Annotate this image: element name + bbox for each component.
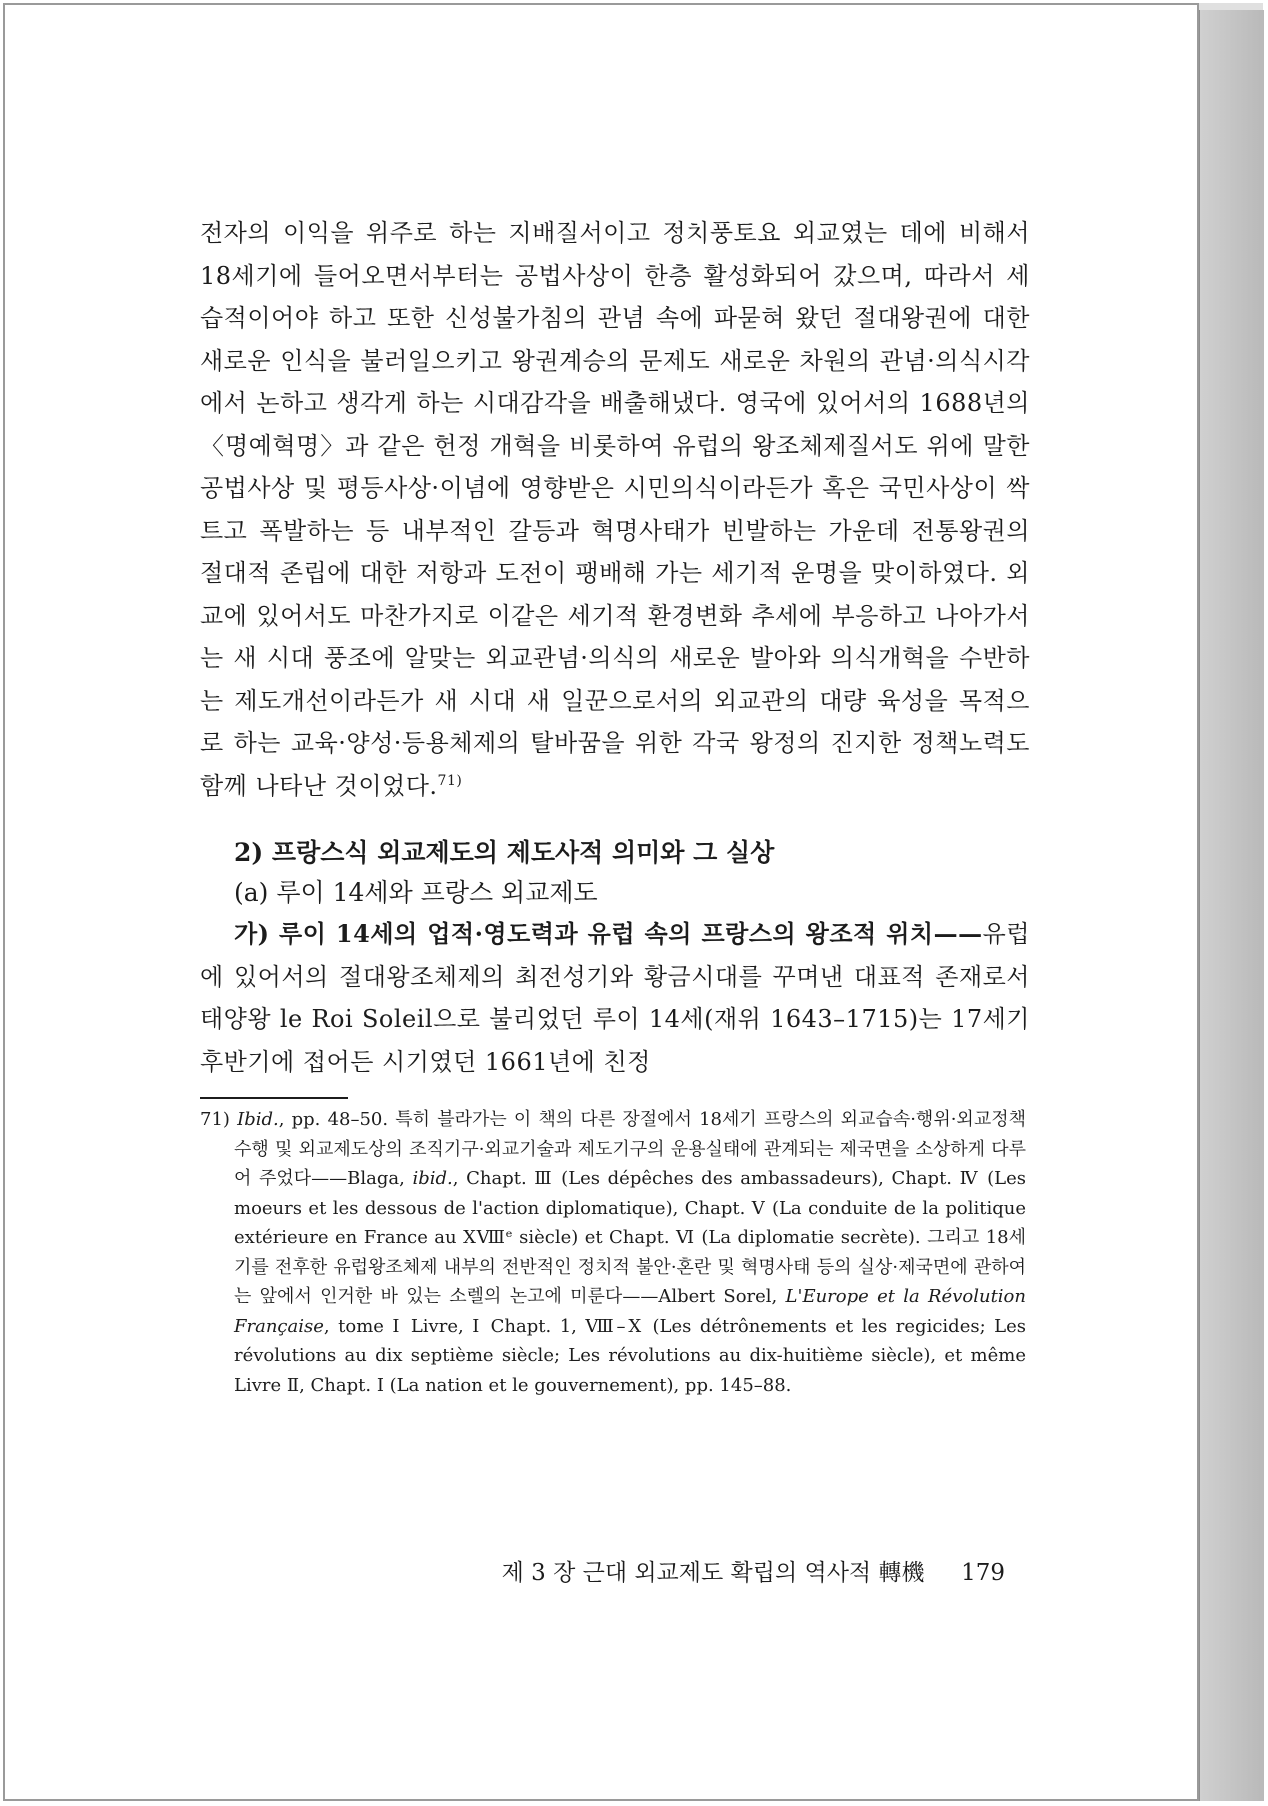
page-footer xyxy=(475,1554,1005,1587)
section-heading: 2) 프랑스식 외교제도의 제도사적 의미와 그 실상 xyxy=(234,838,775,867)
paragraph-text: 전자의 이익을 위주로 하는 지배질서이고 정치풍토요 외교였는 데에 비해서 18세기에 들어오면서부터는 공법사상이 한층 활성화되어 갔으며, 따라서 세습적이어야 하고 또한 신성불가침의 관념 속에 파묻혀 왔던 절대왕권에 대한 새로운 인식을 불러일으키고 왕권계승의 문제도 새로운 차원의 관념·의식시각에서 논하고 생각게 하는 시대감각을 배출해냈다. 영국에 있어서의 1688년의 〈명예혁명〉과 같은 헌정 개혁을 비롯하여 유럽의 왕조체제질서도 위에 말한 공법사상 및 평등사상·이념에 영향받은 시민의식이라든가 혹은 국민사상이 싹트고 폭발하는 등 내부적인 갈등과 혁명사태가 빈발하는 가운데 전통왕권의 절대적 존립에 대한 저항과 도전이 팽배해 가는 세기적 운명을 맞이하였다. 외교에 있어서도 마찬가지로 이같은 세기적 환경변화 추세에 부응하고 나아가서는 새 시대 풍조에 알맞는 외교관념·의식의 새로운 발아와 의식개혁을 수반하는 제도개선이라든가 새 시대 새 일꾼으로서의 외교관의 대량 육성을 목적으로 하는 교육·양성·등용체제의 탈바꿈을 위한 각국 왕정의 진지한 정책노력도 함께 나타난 것이었다. xyxy=(200,219,1030,800)
running-title: 제 3 장 근대 외교제도 확립의 역사적 轉機 xyxy=(501,1560,925,1586)
page-edge-shadow xyxy=(1199,10,1264,1801)
footnote-text: , pp. 48–50. 특히 블라가는 이 책의 다른 장절에서 18세기 프랑스의 외교습속·행위·외교정책 수행 및 외교제도상의 조직기구·외교기술과 제도기구의 운용실태에 관계되는 제국면을 소상하게 다루어 주었다——Blaga, xyxy=(234,1109,1026,1189)
page-number: 179 xyxy=(961,1560,1005,1586)
footnote-reference: 71) xyxy=(437,772,463,789)
footnote-divider xyxy=(200,1097,348,1099)
paragraph-text: 유럽에 있어서의 절대왕조체제의 최전성기와 황금시대를 꾸며낸 대표적 존재로서 태양왕 le Roi Soleil으로 불리었던 루이 14세(재위 1643–1715)는 17세기 후반기에 접어든 시기였던 1661년에 친정 xyxy=(200,920,1030,1076)
footnote-ibid: ibid. xyxy=(412,1168,453,1189)
footnote-ibid: Ibid. xyxy=(237,1109,279,1130)
footnote-book-title: L'Europe et la Révolution Française xyxy=(234,1286,1026,1337)
body-paragraph-2 xyxy=(200,913,1030,1083)
footnote-text: , tome Ⅰ Livre, Ⅰ Chapt. 1, Ⅷ–Ⅹ (Les détrônements et les regicides; Les révolutions au dix septième siècle; Les révolutions au dix-huitième siècle), et même Livre Ⅱ, Chapt. Ⅰ (La nation et le gouvernement), pp. 145–88. xyxy=(234,1315,1026,1396)
footnote-number: 71) xyxy=(200,1109,230,1130)
paragraph-lead-heading: 가) 루이 14세의 업적·영도력과 유럽 속의 프랑스의 왕조적 위치—— xyxy=(234,919,983,948)
subsection-heading: (a) 루이 14세와 프랑스 외교제도 xyxy=(234,878,598,907)
page-content xyxy=(200,212,1030,1400)
body-paragraph xyxy=(200,212,1030,807)
footnote-71 xyxy=(200,1105,1030,1400)
footnote-text: , Chapt. Ⅲ (Les dépêches des ambassadeurs), Chapt. Ⅳ (Les moeurs et les dessous de l'action diplomatique), Chapt. Ⅴ (La conduite de la politique extérieure en France au XⅧᵉ siècle) et Chapt. Ⅵ (La diplomatie secrète). 그리고 18세기를 전후한 유럽왕조체제 내부의 전반적인 정치적 불안·혼란 및 혁명사태 등의 실상·제국면에 관하여는 앞에서 인거한 바 있는 소렐의 논고에 미룬다——Albert Sorel, xyxy=(234,1168,1027,1307)
